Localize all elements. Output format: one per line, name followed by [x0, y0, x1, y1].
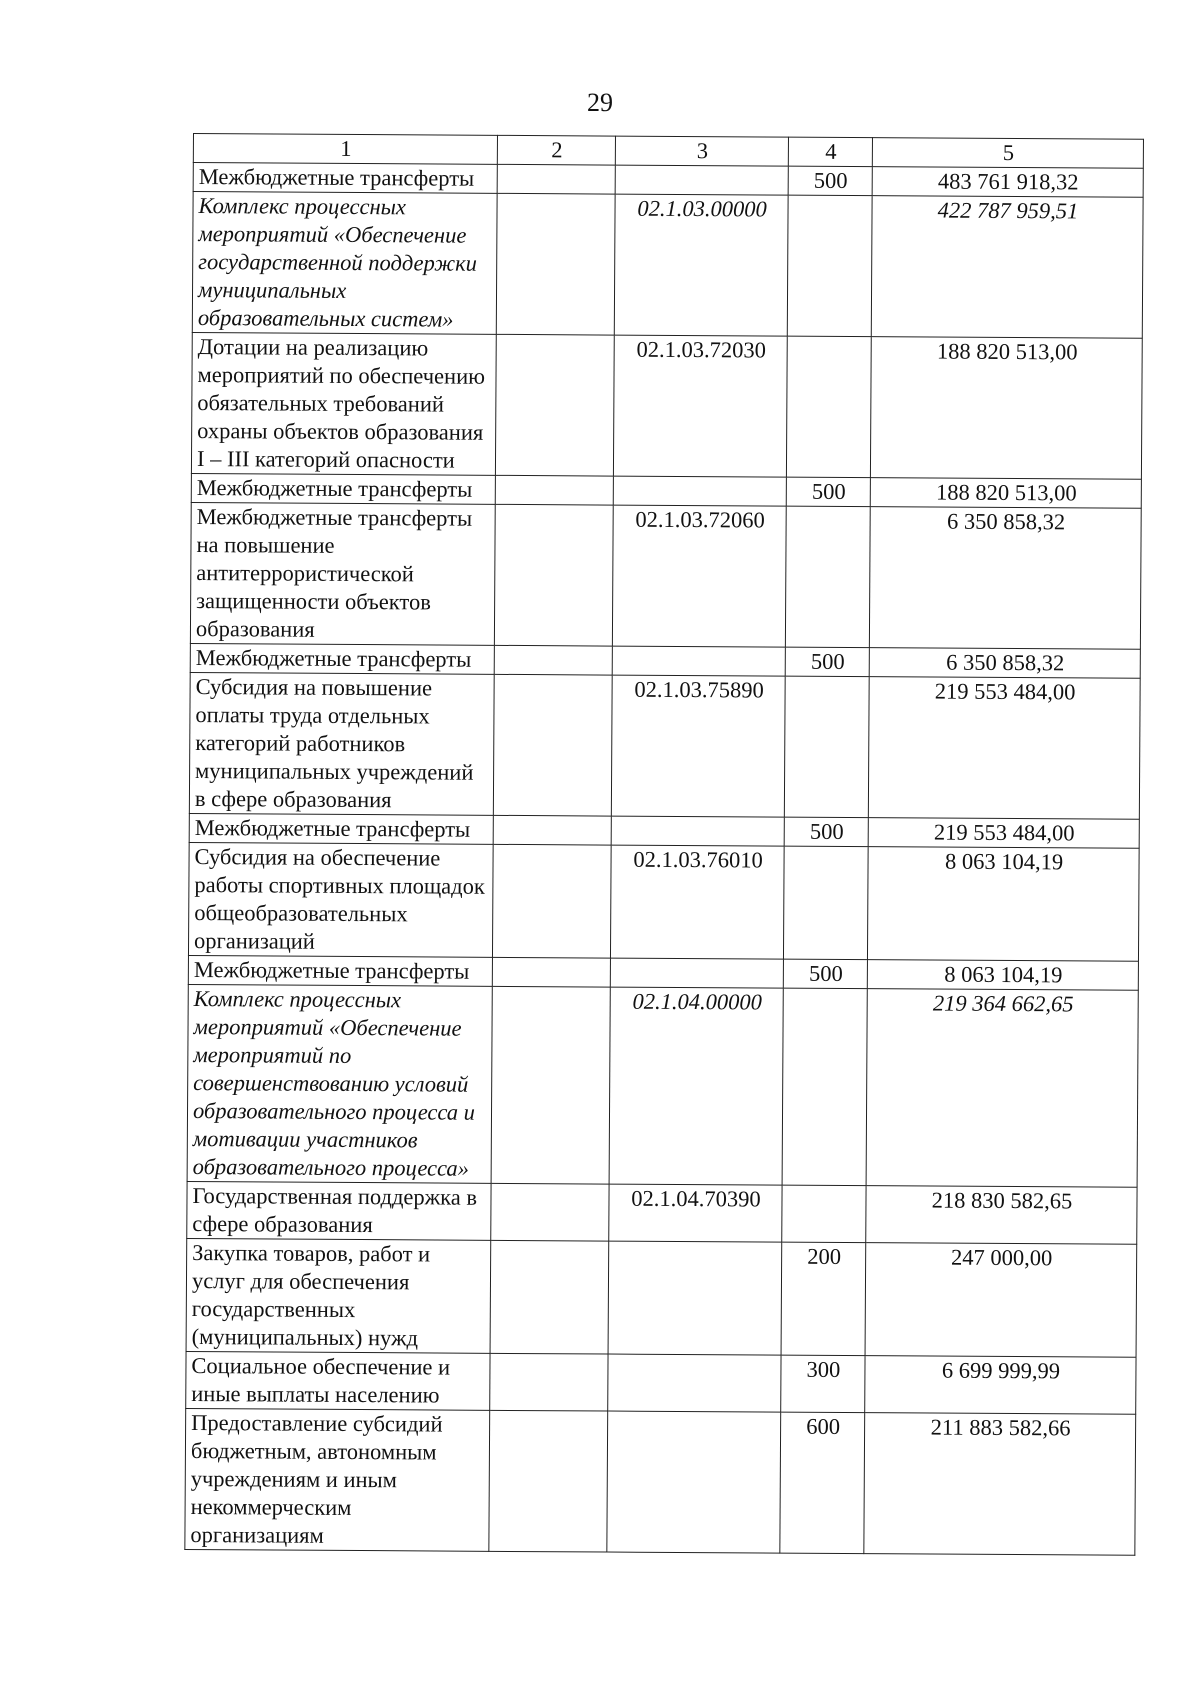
row-name-cell: Комплекс процессных мероприятий «Обеспечение государственной поддержки муниципальных образовательных систем»: [192, 192, 497, 335]
row-expense-type-cell: [783, 846, 868, 960]
row-expense-type-cell: 500: [783, 959, 867, 989]
table-row: [191, 332, 1142, 479]
row-col2-cell: [491, 986, 610, 1184]
row-expense-type-cell: 500: [784, 817, 868, 847]
row-col2-cell: [494, 645, 612, 675]
row-code-cell: [615, 165, 788, 195]
row-sum-cell: 483 761 918,32: [872, 167, 1143, 198]
row-expense-type-cell: [785, 506, 870, 648]
row-expense-type-cell: 200: [781, 1242, 866, 1356]
row-name-cell: Межбюджетные трансферты: [191, 473, 495, 504]
row-sum-cell: 247 000,00: [865, 1243, 1137, 1358]
row-expense-type-cell: 500: [786, 477, 870, 507]
row-name-cell: Социальное обеспечение и иные выплаты населению: [186, 1351, 490, 1410]
row-name-cell: Субсидия на повышение оплаты труда отдельных категорий работников муниципальных учреждений в сфере образования: [189, 672, 494, 815]
table-row: [188, 842, 1139, 961]
row-code-cell: [611, 816, 784, 846]
row-sum-cell: 211 883 582,66: [864, 1413, 1136, 1556]
row-sum-cell: 188 820 513,00: [870, 337, 1142, 480]
row-sum-cell: 8 063 104,19: [867, 960, 1138, 991]
row-col2-cell: [493, 815, 611, 845]
row-col2-cell: [493, 674, 612, 816]
row-expense-type-cell: [786, 336, 871, 478]
row-code-cell: 02.1.03.72060: [612, 505, 786, 647]
row-code-cell: 02.1.03.72030: [613, 335, 787, 477]
row-expense-type-cell: [782, 988, 867, 1186]
row-code-cell: [613, 476, 786, 506]
budget-table: [184, 133, 1144, 1556]
page-number: 29: [587, 88, 613, 117]
table-row: [187, 1181, 1137, 1244]
row-sum-cell: 8 063 104,19: [867, 847, 1139, 962]
row-code-cell: 02.1.04.00000: [609, 987, 783, 1185]
row-code-cell: [607, 1411, 781, 1553]
table-row: [186, 1238, 1137, 1357]
header-cell: 1: [193, 134, 497, 165]
table-row: [185, 1408, 1136, 1555]
row-col2-cell: [497, 164, 615, 194]
row-sum-cell: 6 350 858,32: [869, 648, 1140, 679]
row-col2-cell: [496, 193, 615, 335]
row-code-cell: 02.1.03.75890: [611, 675, 785, 817]
row-name-cell: Межбюджетные трансферты: [190, 643, 494, 674]
row-col2-cell: [492, 957, 610, 987]
row-code-cell: [608, 1354, 781, 1412]
table-row: [186, 1351, 1136, 1414]
row-name-cell: Дотации на реализацию мероприятий по обеспечению обязательных требований охраны объектов образования I – III категорий опасности: [191, 332, 496, 475]
row-expense-type-cell: [787, 195, 872, 337]
row-name-cell: Закупка товаров, работ и услуг для обеспечения государственных (муниципальных) нужд: [186, 1238, 491, 1353]
row-sum-cell: 219 553 484,00: [868, 677, 1140, 820]
table-row: [190, 502, 1141, 649]
row-expense-type-cell: 600: [780, 1412, 865, 1554]
row-name-cell: Межбюджетные трансферты: [188, 955, 492, 986]
row-col2-cell: [490, 1240, 609, 1354]
row-col2-cell: [492, 844, 611, 958]
header-cell: 2: [497, 135, 615, 165]
row-col2-cell: [495, 475, 613, 505]
row-name-cell: Межбюджетные трансферты на повышение антитеррористической защищенности объектов образования: [190, 502, 495, 645]
row-name-cell: Государственная поддержка в сфере образования: [187, 1181, 491, 1240]
row-sum-cell: 422 787 959,51: [871, 196, 1143, 339]
row-sum-cell: 188 820 513,00: [870, 478, 1141, 509]
row-name-cell: Комплекс процессных мероприятий «Обеспечение мероприятий по совершенствованию условий образовательного процесса и мотивации участников образовательного процесса»: [187, 984, 492, 1183]
row-col2-cell: [489, 1410, 608, 1552]
row-name-cell: Межбюджетные трансферты: [189, 813, 493, 844]
row-name-cell: Предоставление субсидий бюджетным, автономным учреждениям и иным некоммерческим организациям: [185, 1408, 490, 1551]
row-code-cell: [608, 1241, 782, 1355]
header-cell: 3: [615, 136, 788, 166]
table-row: [192, 192, 1143, 339]
header-cell: 5: [872, 138, 1143, 169]
table-row: [187, 984, 1138, 1187]
row-col2-cell: [491, 1183, 609, 1241]
row-col2-cell: [495, 334, 614, 476]
row-name-cell: Субсидия на обеспечение работы спортивных площадок общеобразовательных организаций: [188, 842, 493, 957]
row-sum-cell: 6 350 858,32: [869, 507, 1141, 650]
row-expense-type-cell: [784, 676, 869, 818]
row-col2-cell: [494, 504, 613, 646]
header-cell: 4: [788, 137, 872, 167]
row-sum-cell: 219 553 484,00: [868, 818, 1139, 849]
row-code-cell: 02.1.03.76010: [610, 845, 784, 959]
row-sum-cell: 219 364 662,65: [866, 989, 1138, 1188]
row-col2-cell: [490, 1353, 608, 1411]
row-name-cell: Межбюджетные трансферты: [193, 163, 497, 194]
row-expense-type-cell: 500: [788, 166, 872, 196]
row-code-cell: [610, 958, 783, 988]
row-sum-cell: 218 830 582,65: [866, 1186, 1137, 1245]
row-code-cell: 02.1.04.70390: [609, 1184, 782, 1242]
row-expense-type-cell: 500: [785, 647, 869, 677]
row-expense-type-cell: 300: [781, 1355, 865, 1413]
table-row: [189, 672, 1140, 819]
row-expense-type-cell: [782, 1185, 866, 1243]
row-sum-cell: 6 699 999,99: [865, 1356, 1136, 1415]
row-code-cell: [612, 646, 785, 676]
row-code-cell: 02.1.03.00000: [614, 194, 788, 336]
